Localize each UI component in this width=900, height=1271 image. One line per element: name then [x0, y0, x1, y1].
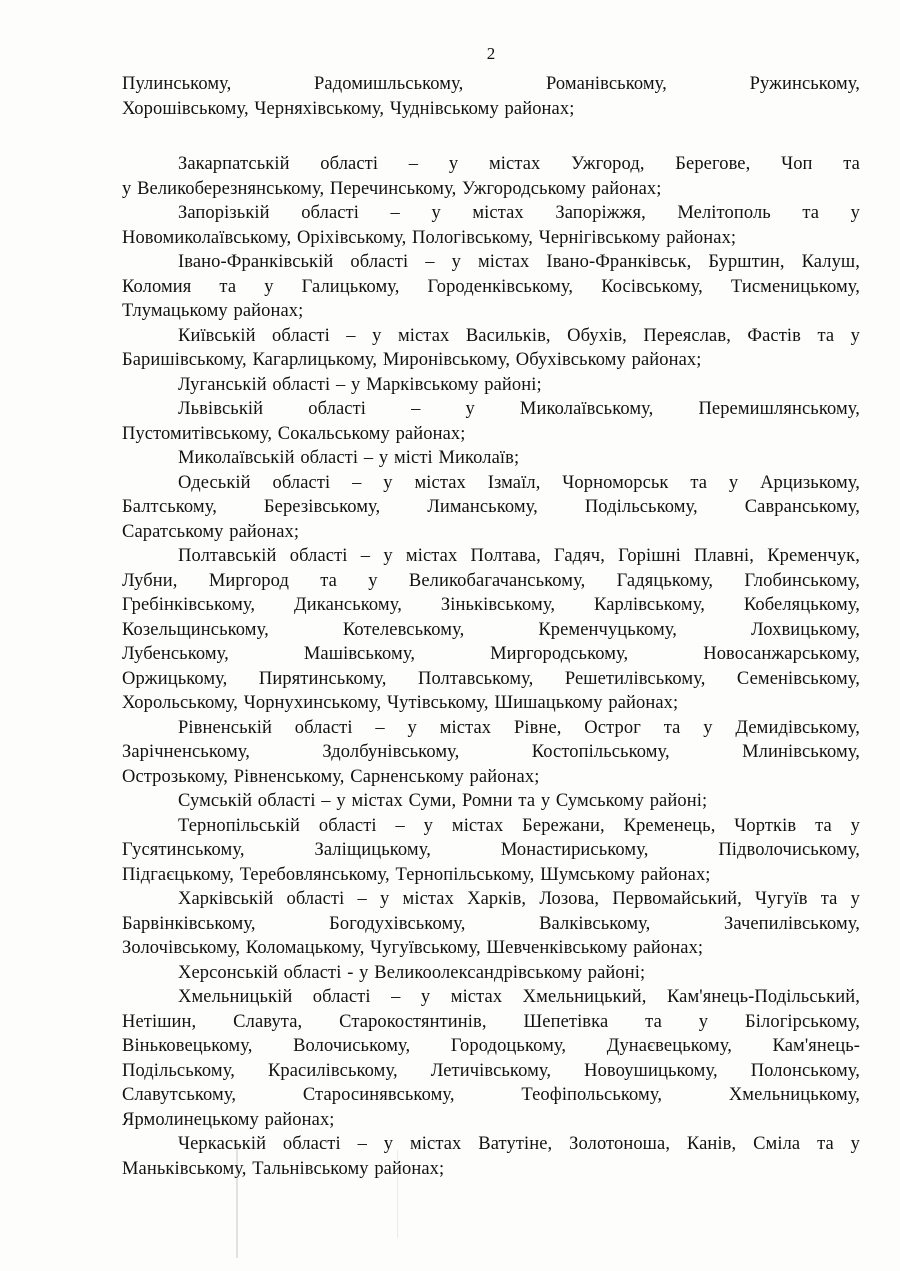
paragraph [122, 324, 860, 373]
paragraph [122, 152, 860, 201]
text-line: Миколаївській області – у місті Миколаїв; [178, 448, 520, 468]
paragraph [122, 397, 860, 446]
text-line: Тлумацькому районах; [122, 301, 304, 321]
scan-artifact-line [397, 1150, 398, 1238]
text-line: Баришівському, Кагарлицькому, Миронівському, Обухівському районах; [122, 350, 702, 370]
paragraph [122, 985, 860, 1132]
text-line: у Великоберезнянському, Перечинському, Ужгородському районах; [122, 178, 662, 199]
text-line: Барвінківському, Богодухівському, Валківському, Зачепилівському, [122, 913, 860, 934]
text-line: Віньковецькому, Волочиському, Городоцькому, Дунаєвецькому, Кам'янець- [122, 1036, 860, 1056]
text-line: Хмельницькій області – у містах Хмельницький, Кам'янець-Подільський, [178, 987, 860, 1007]
text-line: Івано-Франківській області – у містах Івано-Франківськ, Бурштин, Калуш, [178, 252, 860, 272]
text-line: Гребінківському, Диканському, Зіньківському, Карлівському, Кобеляцькому, [122, 595, 860, 615]
paragraph [122, 544, 860, 716]
text-line: Саратському районах; [122, 521, 300, 542]
text-line: Острозькому, Рівненському, Сарненському районах; [122, 766, 540, 787]
text-line: Черкаській області – у містах Ватутіне, Золотоноша, Канів, Сміла та у [178, 1134, 860, 1154]
document-body [122, 72, 860, 1181]
text-line: Маньківському, Тальнівському районах; [122, 1158, 445, 1179]
text-line: Нетішин, Славута, Старокостянтинів, Шепетівка та у Білогірському, [122, 1011, 860, 1032]
text-line: Пулинському, Радомишльському, Романівському, Ружинському, [122, 74, 860, 94]
text-line: Сумській області – у містах Суми, Ромни та у Сумському районі; [178, 791, 708, 811]
text-line: Гусятинському, Заліщицькому, Монастириському, Підволочиському, [122, 840, 860, 860]
text-line: Рівненській області – у містах Рівне, Острог та у Демидівському, [178, 717, 860, 738]
text-line: Зарічненському, Здолбунівському, Костопільському, Млинівському, [122, 742, 860, 762]
text-line: Славутському, Старосинявському, Теофіпольському, Хмельницькому, [122, 1085, 860, 1105]
text-line: Балтському, Березівському, Лиманському, Подільському, Савранському, [122, 497, 860, 517]
paragraph [122, 814, 860, 888]
text-line: Закарпатській області – у містах Ужгород, Берегове, Чоп та [178, 154, 860, 174]
text-line: Підгаєцькому, Теребовлянському, Тернопільському, Шумському районах; [122, 864, 711, 885]
text-line: Подільському, Красилівському, Летичівському, Новоушицькому, Полонському, [122, 1060, 860, 1081]
paragraph [122, 887, 860, 961]
paragraph [122, 446, 860, 471]
paragraph [122, 471, 860, 545]
paragraph [122, 201, 860, 250]
text-line: Луганській області – у Марківському районі; [178, 374, 542, 395]
text-line: Одеській області – у містах Ізмаїл, Чорноморськ та у Арцизькому, [178, 472, 860, 493]
text-line: Золочівському, Коломацькому, Чугуївському, Шевченківському районах; [122, 938, 704, 958]
paragraph [122, 72, 860, 121]
text-line: Херсонській області - у Великоолександрівському районі; [178, 962, 646, 983]
text-line: Лубенському, Машівському, Миргородському, Новосанжарському, [122, 644, 860, 664]
text-line: Полтавській області – у містах Полтава, Гадяч, Горішні Плавні, Кременчук, [178, 546, 860, 566]
paragraph [122, 961, 860, 986]
text-line: Харківській області – у містах Харків, Лозова, Первомайський, Чугуїв та у [178, 889, 860, 909]
scan-artifact-line [236, 1140, 238, 1258]
text-line: Оржицькому, Пирятинському, Полтавському, Решетилівському, Семенівському, [122, 668, 860, 689]
paragraph [122, 789, 860, 814]
paragraph [122, 250, 860, 324]
paragraph [122, 373, 860, 398]
text-line: Хорольському, Чорнухинському, Чутівському, Шишацькому районах; [122, 693, 679, 713]
page-number: 2 [486, 44, 496, 63]
text-line: Тернопільській області – у містах Бережани, Кременець, Чортків та у [178, 815, 860, 836]
paragraph [122, 1132, 860, 1181]
text-line: Пустомитівському, Сокальському районах; [122, 423, 466, 444]
text-line: Лубни, Миргород та у Великобагачанському, Гадяцькому, Глобинському, [122, 570, 860, 591]
text-line: Коломия та у Галицькому, Городенківському, Косівському, Тисменицькому, [122, 276, 860, 297]
paragraph [122, 716, 860, 790]
text-line: Хорошівському, Черняхівському, Чуднівському районах; [122, 98, 575, 119]
text-line: Козельщинському, Котелевському, Кременчуцькому, Лохвицькому, [122, 619, 860, 640]
text-line: Новомиколаївському, Оріхівському, Пологівському, Чернігівському районах; [122, 227, 737, 248]
text-line: Львівській області – у Миколаївському, Перемишлянському, [178, 399, 860, 419]
text-line: Ярмолинецькому районах; [122, 1109, 335, 1130]
text-line: Запорізькій області – у містах Запоріжжя, Мелітополь та у [178, 203, 860, 223]
text-line: Київській області – у містах Васильків, Обухів, Переяслав, Фастів та у [178, 325, 860, 346]
